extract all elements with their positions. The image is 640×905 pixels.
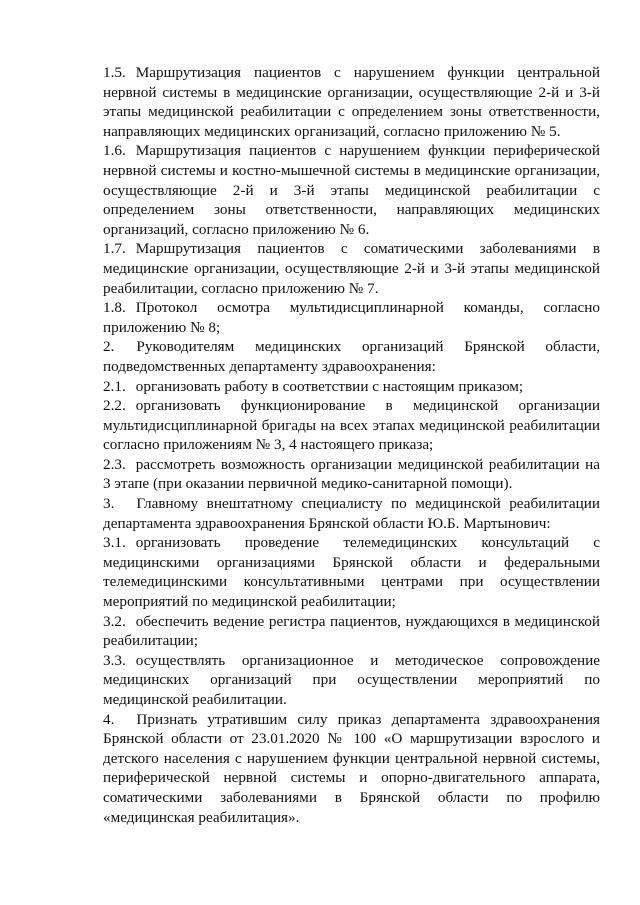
item-text: организовать функционирование в медицинской организации мультидисциплинарной бригады на всех этапах медицинской реабилитации согласно приложениям № 3, 4 настоящего приказа;: [103, 397, 600, 454]
item-text: Главному внештатному специалисту по медицинской реабилитации департамента здравоохранения Брянской области Ю.Б. Мартынович:: [103, 495, 600, 532]
item-2: [103, 337, 600, 376]
item-text: организовать работу в соответствии с настоящим приказом;: [135, 377, 524, 395]
item-4: [103, 710, 600, 828]
item-number: 1.8.: [103, 299, 126, 317]
item-number: 2.2.: [103, 397, 126, 415]
item-text: Маршрутизация пациентов с нарушением функции центральной нервной системы в медицинские организации, осуществляющие 2-й и 3-й этапы медицинской реабилитации с определением зоны ответственности, направляющих медицинских организаций, согласно приложению № 5.: [103, 64, 600, 140]
item-1-7: [103, 239, 600, 298]
item-text: организовать проведение телемедицинских консультаций с медицинскими организациями Брянской области и федеральными телемедицинскими консультативными центрами при осуществлении мероприятий по медицинской реабилитации;: [103, 534, 600, 611]
item-3-3: [103, 651, 600, 710]
item-number: 2.3.: [103, 455, 126, 473]
item-number: 2.1.: [103, 377, 126, 395]
item-1-6: [103, 141, 600, 239]
item-1-8: [103, 298, 600, 337]
item-text: обеспечить ведение регистра пациентов, нуждающихся в медицинской реабилитации;: [103, 612, 600, 650]
item-text: Признать утратившим силу приказ департамента здравоохранения Брянской области от 23.01.2020 № 100 «О маршрутизации взрослого и детского населения с нарушением функции центральной нервной системы, периферической нервной системы и опорно-двигательного аппарата, соматическими заболеваниями в Брянской области по профилю «медицинская реабилитация».: [103, 710, 600, 826]
item-2-1: [103, 377, 600, 397]
item-number: 1.7.: [103, 240, 126, 258]
item-number: 1.5.: [103, 64, 126, 81]
item-text: осуществлять организационное и методическое сопровождение медицинских организаций при осуществлении мероприятий по медицинской реабилитации.: [103, 651, 600, 708]
item-text: Маршрутизация пациентов с нарушением функции периферической нервной системы и костно-мышечной системы в медицинские организации, осуществляющие 2-й и 3-й этапы медицинской реабилитации с определением зоны ответственности, направляющих медицинских организаций, согласно приложению № 6.: [103, 142, 600, 238]
item-number: 4.: [103, 710, 115, 728]
item-2-2: [103, 396, 600, 455]
item-number: 3.2.: [103, 612, 126, 630]
item-number: 2.: [103, 338, 115, 356]
item-text: Маршрутизация пациентов с соматическими заболеваниями в медицинские организации, осуществляющие 2-й и 3-й этапы медицинской реабилитации, согласно приложению № 7.: [103, 240, 600, 297]
item-text: Руководителям медицинских организаций Брянской области, подведомственных департаменту здравоохранения:: [103, 338, 600, 375]
item-3-2: [103, 612, 600, 651]
item-3-1: [103, 533, 600, 611]
item-number: 3.3.: [103, 651, 126, 669]
item-2-3: [103, 455, 600, 494]
item-number: 3.: [103, 495, 115, 513]
item-number: 1.6.: [103, 142, 126, 160]
item-text: Протокол осмотра мультидисциплинарной команды, согласно приложению № 8;: [103, 299, 600, 336]
item-text: рассмотреть возможность организации медицинской реабилитации на 3 этапе (при оказании первичной медико-санитарной помощи).: [103, 455, 600, 493]
item-number: 3.1.: [103, 534, 126, 552]
item-1-5: [103, 63, 600, 141]
item-3: [103, 494, 600, 533]
